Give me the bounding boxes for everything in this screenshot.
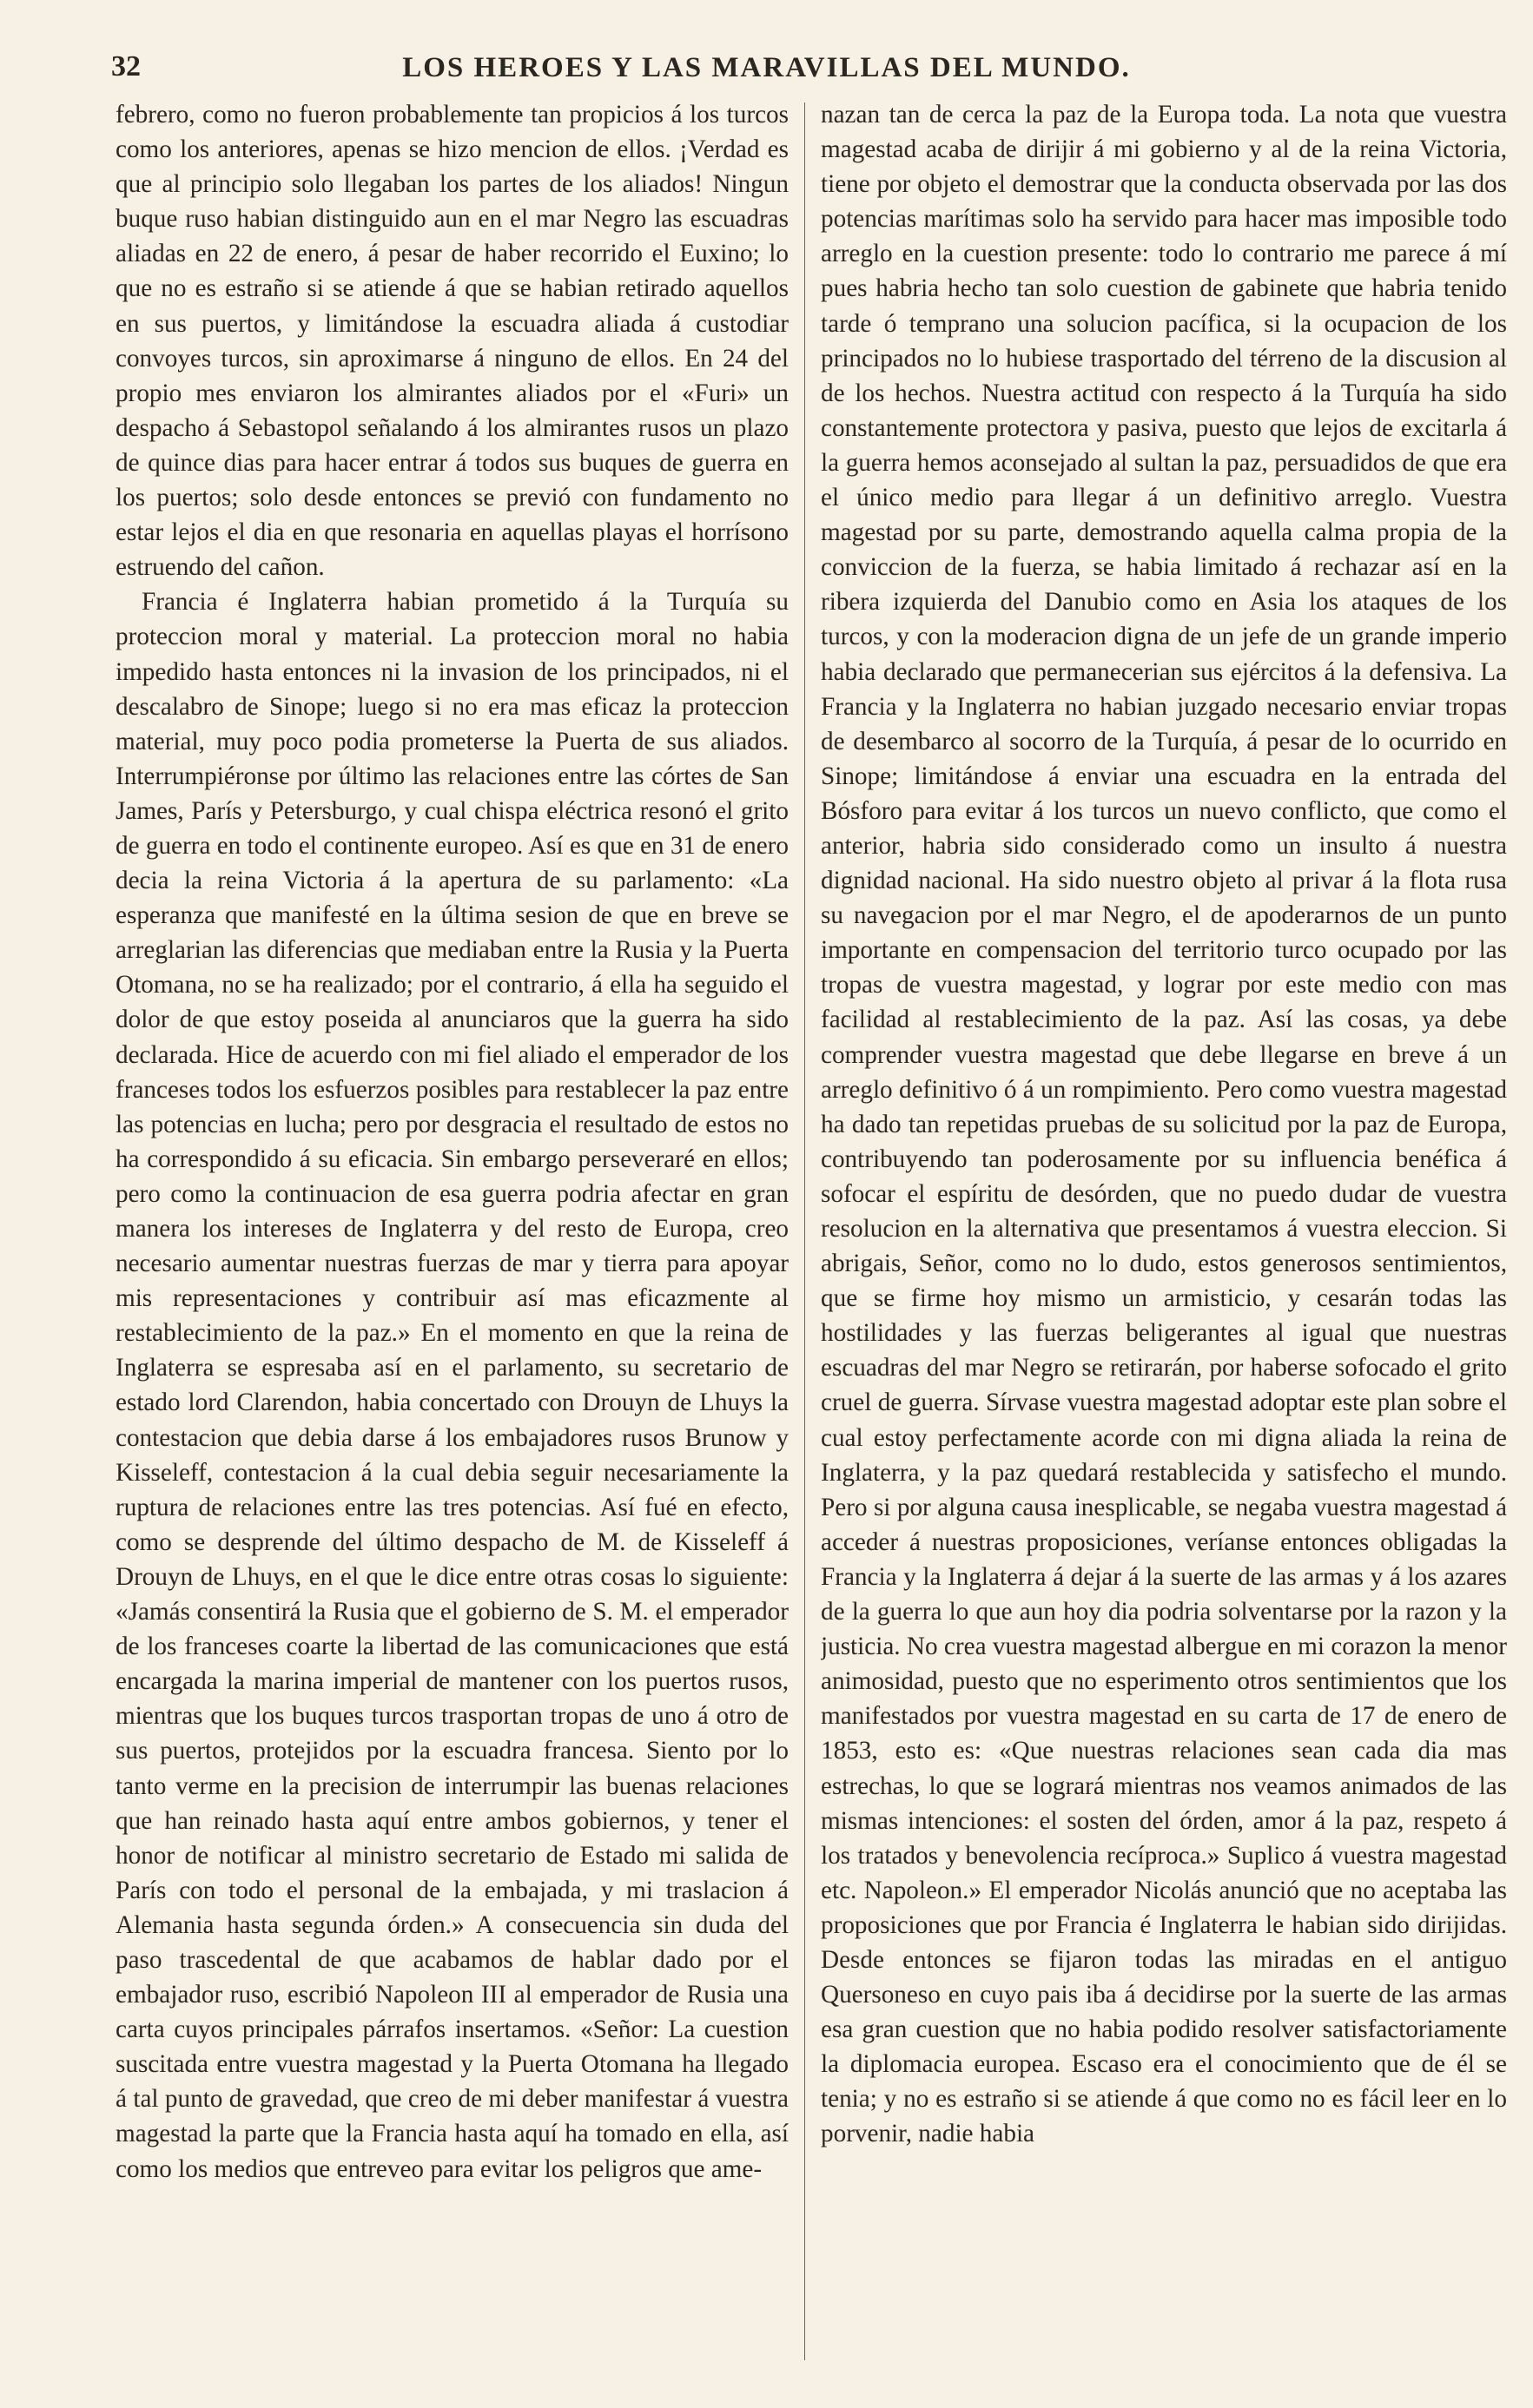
left-paragraph-1: febrero, como no fueron probablemente tan propicios á los turcos como los anteriores, apenas se hizo mencion de ellos. ¡Verdad es que al principio solo llegaban los partes de los aliados! Ningun buque ruso habian distinguido aun en el mar Negro las escuadras aliadas en 22 de enero, á pesar de haber recorrido el Euxino; lo que no es estraño si se atiende á que se habian retirado aquellos en sus puertos, y limitándose la escuadra aliada á custodiar convoyes turcos, sin aproximarse á ninguno de ellos. En 24 del propio mes enviaron los almirantes aliados por el «Furi» un despacho á Sebastopol señalando á los almirantes rusos un plazo de quince dias para hacer entrar á todos sus buques de guerra en los puertos; solo desde entonces se previó con fundamento no estar lejos el dia en que resonaria en aquellas playas el horrísono estruendo del cañon. [116,101,789,582]
right-column [821,97,1507,2372]
right-paragraph-1: nazan tan de cerca la paz de la Europa toda. La nota que vuestra magestad acaba de dirijir á mi gobierno y al de la reina Victoria, tiene por objeto el demostrar que la conducta observada por las dos potencias marítimas solo ha servido para hacer mas imposible todo arreglo en la cuestion presente: todo lo contrario me parece á mí pues habria hecho tan solo cuestion de gabinete que habria tenido tarde ó temprano una solucion pacífica, si la ocupacion de los principados no lo hubiese trasportado del térreno de la discusion al de los hechos. Nuestra actitud con respecto á la Turquía ha sido constantemente protectora y pasiva, puesto que lejos de excitarla á la guerra hemos aconsejado al sultan la paz, persuadidos de que era el único medio para llegar á un definitivo arreglo. Vuestra magestad por su parte, demostrando aquella calma propia de la conviccion de la fuerza, se habia limitado á rechazar así en la ribera izquierda del Danubio como en Asia los ataques de los turcos, y con la moderacion digna de un jefe de un grande imperio habia declarado que permanecerian sus ejércitos á la defensiva. La Francia y la Inglaterra no habian juzgado necesario enviar tropas de desembarco al socorro de la Turquía, á pesar de lo ocurrido en Sinope; limitándose á enviar una escuadra en la entrada del Bósforo para evitar á los turcos un nuevo conflicto, que como el anterior, habria sido considerado como un insulto á nuestra dignidad nacional. Ha sido nuestro objeto al privar á la flota rusa su navegacion por el mar Negro, el de apoderarnos de un punto importante en compensacion del territorio turco ocupado por las tropas de vuestra magestad, y lograr por este medio con mas facilidad al restablecimiento de la paz. Así las cosas, ya debe comprender vuestra magestad que debe llegarse en breve á un arreglo definitivo ó á un rompimiento. Pero como vuestra magestad ha dado tan repetidas pruebas de su solicitud por la paz de Europa, contribuyendo tan poderosamente por su influencia benéfica á sofocar el espíritu de desórden, que no puedo dudar de vuestra resolucion en la alternativa que presentamos á vuestra eleccion. Si abrigais, Señor, como no lo dudo, estos generosos sentimientos, que se firme hoy mismo un armisticio, y cesarán todas las hostilidades y las fuerzas beligerantes al igual que nuestras escuadras del mar Negro se retirarán, por haberse sofocado el grito cruel de guerra. Sírvase vuestra magestad adoptar este plan sobre el cual estoy perfectamente acorde con mi digna aliada la reina de Inglaterra, y la paz quedará restablecida y satisfecho el mundo. Pero si por alguna causa inesplicable, se negaba vuestra magestad á acceder á nuestras proposiciones, veríanse entonces obligadas la Francia y la Inglaterra á dejar á la suerte de las armas y á los azares de la guerra lo que aun hoy dia podria solventarse por la razon y la justicia. No crea vuestra magestad albergue en mi corazon la menor animosidad, puesto que no esperimento otros sentimientos que los manifestados por vuestra magestad en su carta de 17 de enero de 1853, esto es: «Que nuestras relaciones sean cada dia mas estrechas, lo que se logrará mientras nos veamos animados de las mismas intenciones: el sosten del órden, amor á la paz, respeto á los tratados y benevolencia recíproca.» Suplico á vuestra magestad etc. Napoleon.» El emperador Nicolás anunció que no aceptaba las proposiciones que por Francia é Inglaterra le habian sido dirijidas. Desde entonces se fijaron todas las miradas en el antiguo Quersoneso en cuyo pais iba á decidirse por la suerte de las armas esa gran cuestion que no habia podido resolver satisfactoriamente la diplomacia europea. Escaso era el conocimiento que de él se tenia; y no es estraño si se atiende á que como no es fácil leer en lo porvenir, nadie habia [821,101,1507,2148]
left-column [116,97,789,2372]
left-paragraph-2: Francia é Inglaterra habian prometido á la Turquía su proteccion moral y material. La proteccion moral no habia impedido hasta entonces ni la invasion de los principados, ni el descalabro de Sinope; luego si no era mas eficaz la proteccion material, muy poco podia prometerse la Puerta de sus aliados. Interrumpiéronse por último las relaciones entre las córtes de San James, París y Petersburgo, y cual chispa eléctrica resonó el grito de guerra en todo el continente europeo. Así es que en 31 de enero decia la reina Victoria á la apertura de su parlamento: «La esperanza que manifesté en la última sesion de que en breve se arreglarian las diferencias que mediaban entre la Rusia y la Puerta Otomana, no se ha realizado; por el contrario, á ella ha seguido el dolor de que estoy poseida al anunciaros que la guerra ha sido declarada. Hice de acuerdo con mi fiel aliado el emperador de los franceses todos los esfuerzos posibles para restablecer la paz entre las potencias en lucha; pero por desgracia el resultado de estos no ha correspondido á su eficacia. Sin embargo perseveraré en ellos; pero como la continuacion de esa guerra podria afectar en gran manera los intereses de Inglaterra y del resto de Europa, creo necesario aumentar nuestras fuerzas de mar y tierra para apoyar mis representaciones y contribuir así mas eficazmente al restablecimiento de la paz.» En el momento en que la reina de Inglaterra se espresaba así en el parlamento, su secretario de estado lord Clarendon, habia concertado con Drouyn de Lhuys la contestacion que debia darse á los embajadores rusos Brunow y Kisseleff, contestacion á la cual debia seguir necesariamente la ruptura de relaciones entre las tres potencias. Así fué en efecto, como se desprende del último despacho de M. de Kisseleff á Drouyn de Lhuys, en el que le dice entre otras cosas lo siguiente: «Jamás consentirá la Rusia que el gobierno de S. M. el emperador de los franceses coarte la libertad de las comunicaciones que está encargada la marina imperial de mantener con los puertos rusos, mientras que los buques turcos trasportan tropas de uno á otro de sus puertos, protejidos por la escuadra francesa. Siento por lo tanto verme en la precision de interrumpir las buenas relaciones que han reinado hasta aquí entre ambos gobiernos, y tener el honor de notificar al ministro secretario de Estado mi salida de París con todo el personal de la embajada, y mi traslacion á Alemania hasta segunda órden.» A consecuencia sin duda del paso trascedental de que acabamos de hablar dado por el embajador ruso, escribió Napoleon III al emperador de Rusia una carta cuyos principales párrafos insertamos. «Señor: La cuestion suscitada entre vuestra magestad y la Puerta Otomana ha llegado á tal punto de gravedad, que creo de mi deber manifestar á vuestra magestad la parte que la Francia hasta aquí ha tomado en ella, así como los medios que entreveo para evitar los peligros que ame- [116,588,789,2183]
column-divider [804,102,805,2360]
page-header [0,42,1533,94]
running-head: LOS HEROES Y LAS MARAVILLAS DEL MUNDO. [402,52,1131,83]
page-number: 32 [111,50,141,82]
